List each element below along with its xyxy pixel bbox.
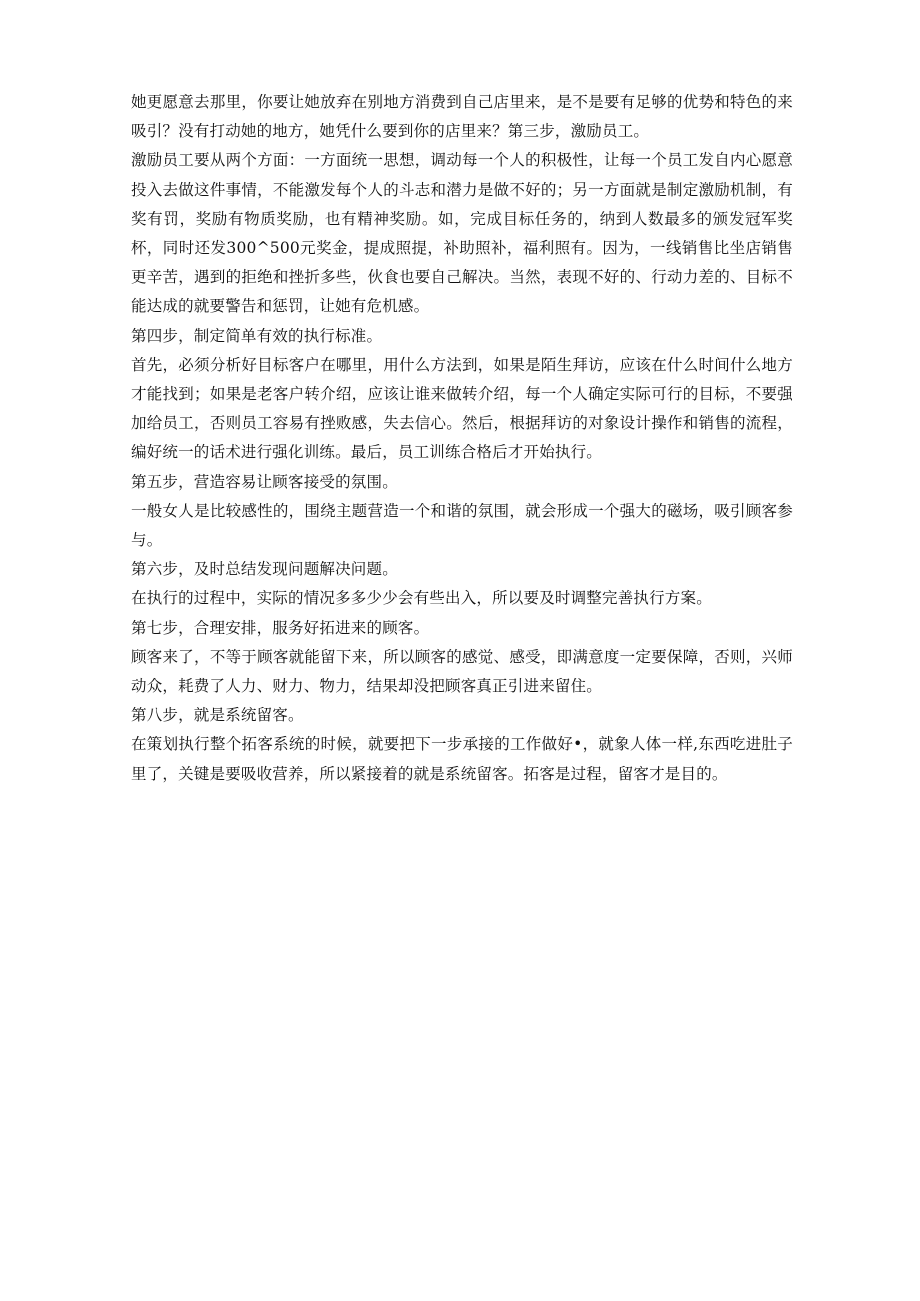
- paragraph-step7-detail: 顾客来了，不等于顾客就能留下来，所以顾客的感觉、感受，即满意度一定要保障，否则，兴师动众，耗费了人力、财力、物力，结果却没把顾客真正引进来留住。: [131, 647, 793, 696]
- heading-step5: 第五步，营造容易让顾客接受的氛围。: [131, 472, 398, 491]
- document-body: [131, 88, 793, 789]
- paragraph-step6-detail: 在执行的过程中，实际的情况多多少少会有些出入，所以要及时调整完善执行方案。: [131, 589, 712, 608]
- paragraph-intro: 她更愿意去那里，你要让她放弃在别地方消费到自己店里来，是不是要有足够的优势和特色的来吸引？没有打动她的地方，她凭什么要到你的店里来？第三步，激励员工。: [131, 93, 793, 141]
- heading-step8: 第八步，就是系统留客。: [131, 706, 304, 725]
- heading-step4: 第四步，制定简单有效的执行标准。: [131, 326, 383, 345]
- paragraph-step3-detail: 激励员工要从两个方面：一方面统一思想，调动每一个人的积极性，让每一个员工发自内心愿意投入去做这件事情，不能激发每个人的斗志和潜力是做不好的；另一方面就是制定激励机制，有奖有罚，奖励有物质奖励，也有精神奖励。如，完成目标任务的，纳到人数最多的颁发冠军奖杯，同时还发300^500元奖金，提成照提，补助照补，福利照有。因为，一线销售比坐店销售更辛苦，遇到的拒绝和挫折多些，伙食也要自己解决。当然，表现不好的、行动力差的、目标不能达成的就要警告和惩罚，让她有危机感。: [131, 151, 793, 316]
- paragraph-step4-detail: 首先，必须分析好目标客户在哪里，用什么方法到，如果是陌生拜访，应该在什么时间什么地方才能找到；如果是老客户转介绍，应该让谁来做转介绍，每一个人确定实际可行的目标，不要强加给员工，否则员工容易有挫败感，失去信心。然后，根据拜访的对象设计操作和销售的流程，编好统一的话术进行强化训练。最后，员工训练合格后才开始执行。: [131, 355, 793, 462]
- heading-step6: 第六步，及时总结发现问题解决问题。: [131, 560, 398, 579]
- heading-step7: 第七步，合理安排，服务好拓进来的顾客。: [131, 618, 430, 637]
- paragraph-step8-detail: 在策划执行整个拓客系统的时候，就要把下一步承接的工作做好•，就象人体一样,东西吃进肚子里了，关键是要吸收营养，所以紧接着的就是系统留客。拓客是过程，留客才是目的。: [131, 735, 793, 783]
- paragraph-step5-detail: 一般女人是比较感性的，围绕主题营造一个和谐的氛围，就会形成一个强大的磁场，吸引顾客参与。: [131, 501, 793, 550]
